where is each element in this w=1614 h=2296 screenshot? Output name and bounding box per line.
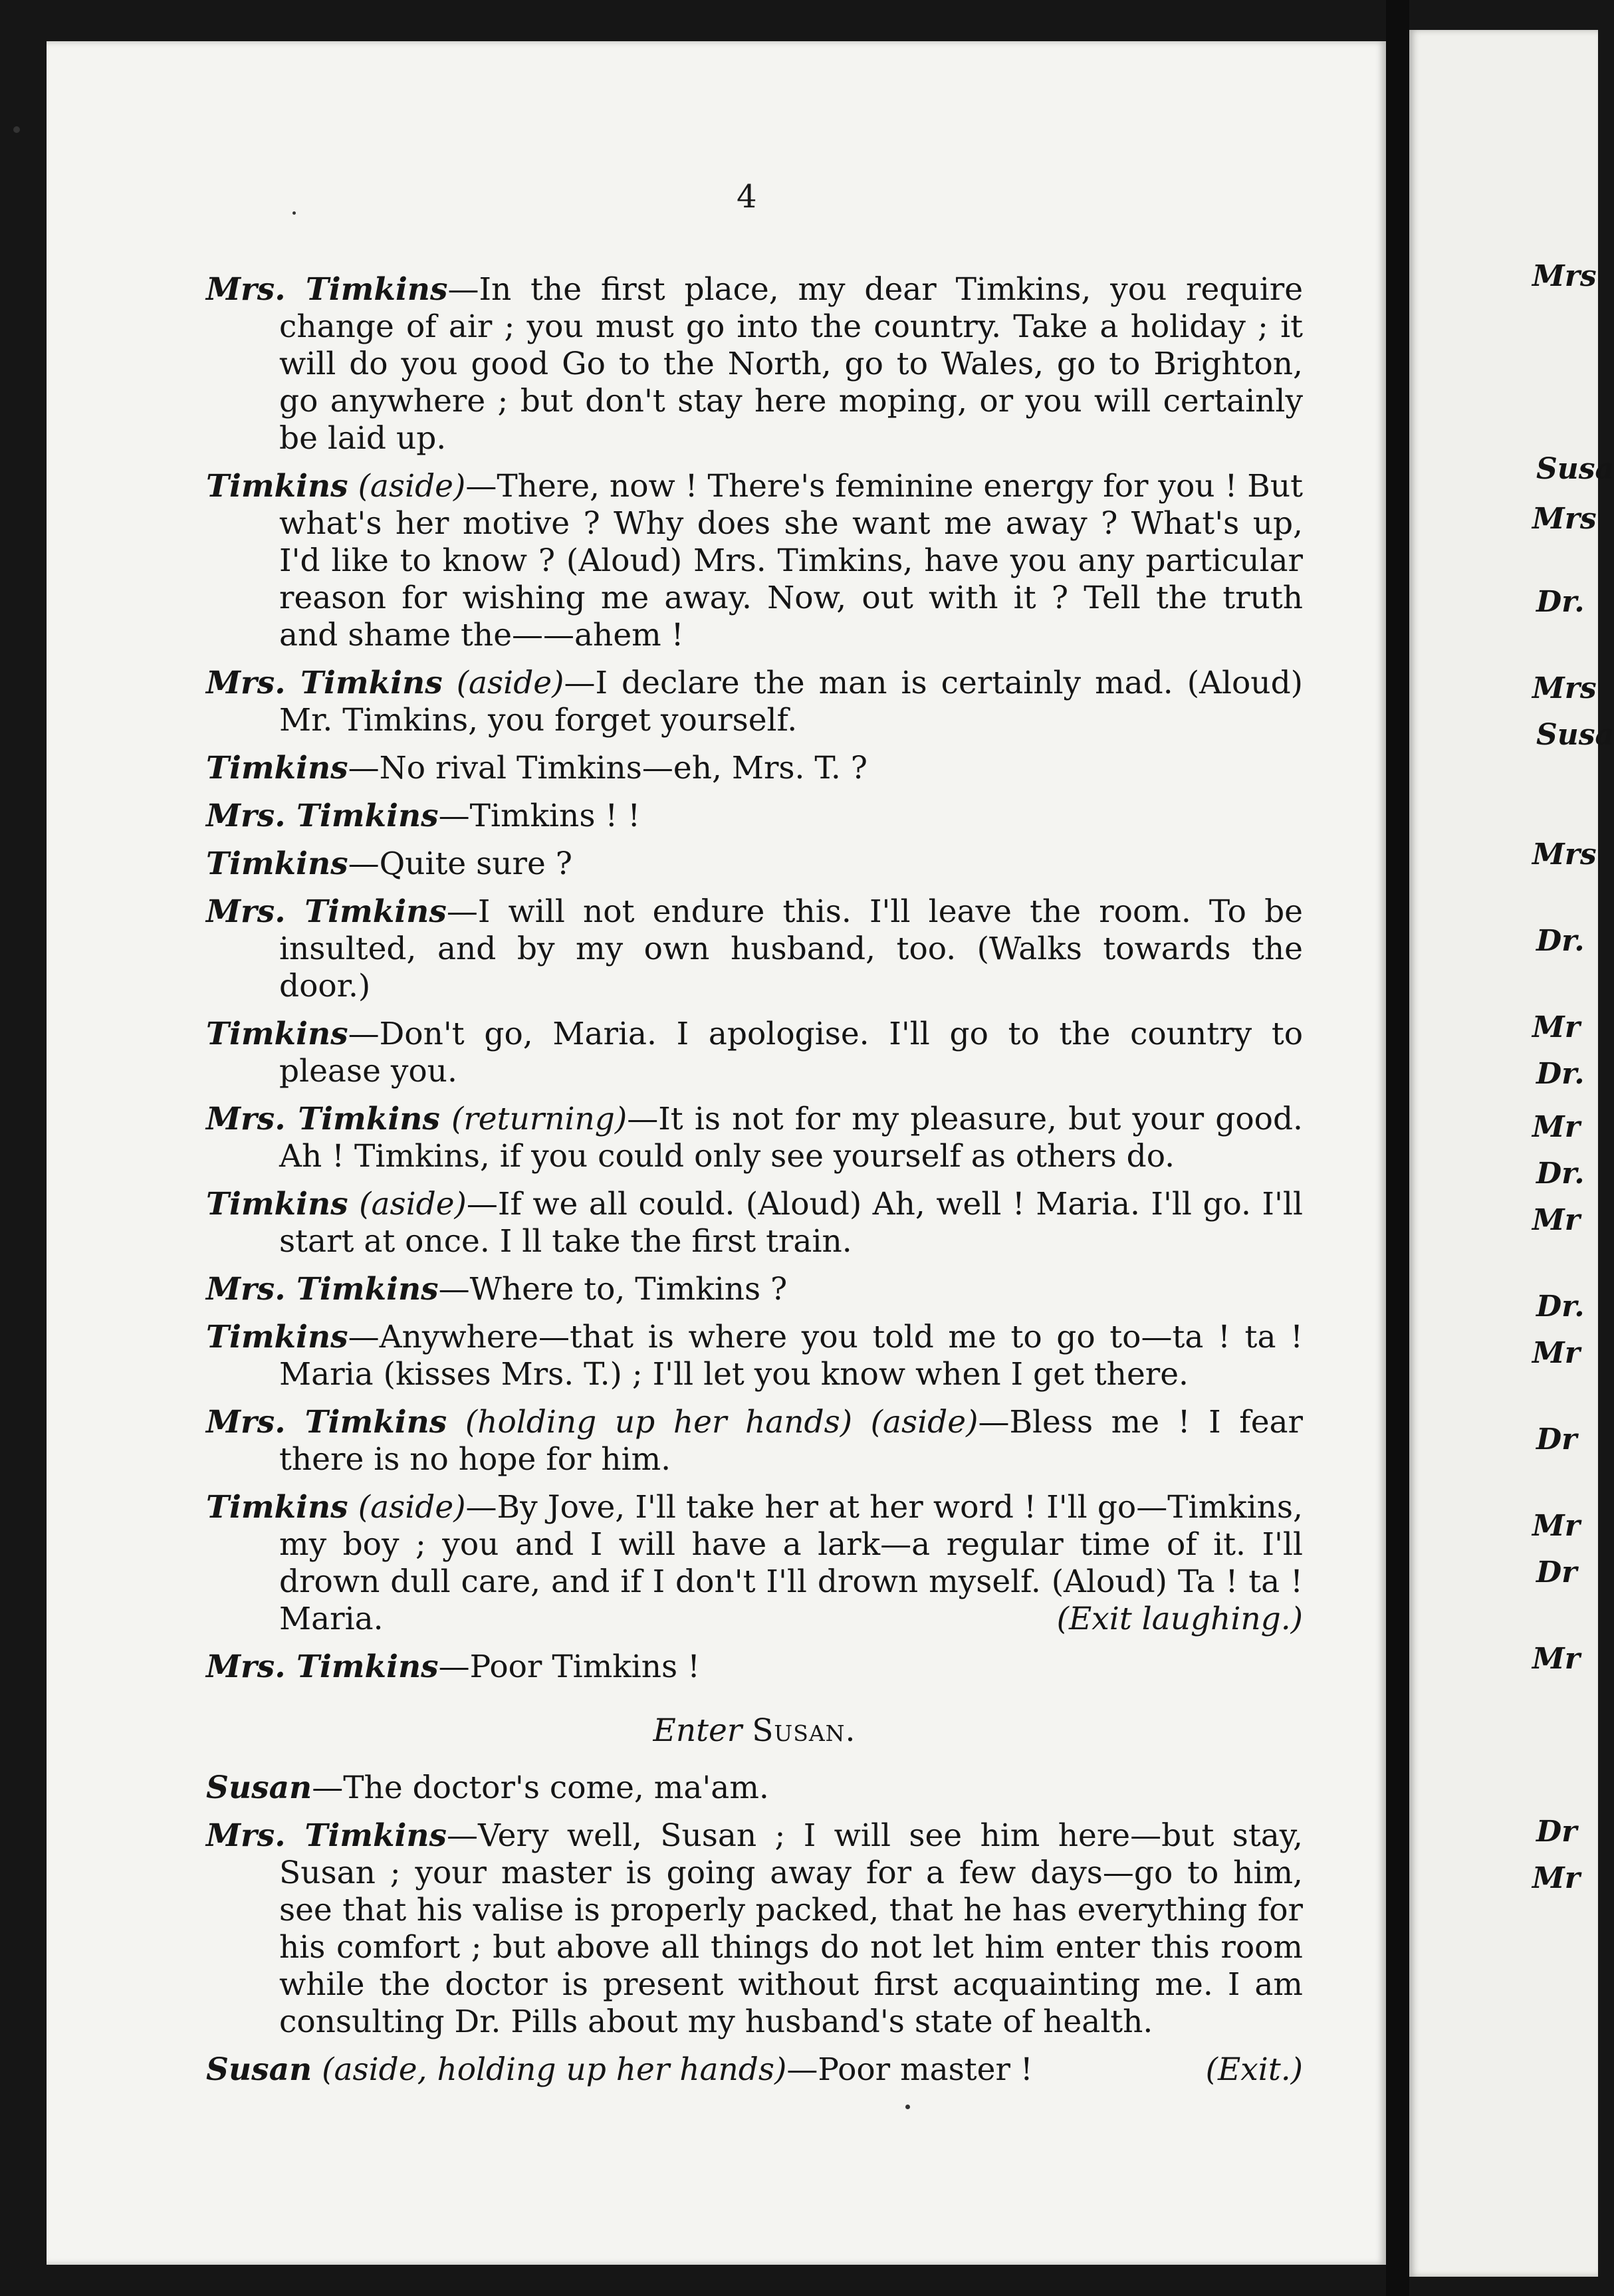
book-gutter bbox=[1386, 0, 1409, 2296]
facing-page-fragment: Susa bbox=[1536, 452, 1614, 486]
spoken-text: —Bless me ! I fear there is no hope for him. bbox=[279, 1404, 1303, 1478]
dialogue-line bbox=[206, 893, 1303, 1005]
play-text bbox=[206, 271, 1303, 2099]
ink-speck bbox=[13, 126, 20, 133]
speaker-name: Mrs. Timkins bbox=[206, 798, 439, 834]
spoken-text: —By Jove, I'll take her at her word ! I'll go—Timkins, my boy ; you and I will have a lark—a regular time of it. I'll drown dull care, and if I don't I'll drown myself. (Aloud) Ta ! ta ! Maria. bbox=[279, 1489, 1303, 1637]
speaker-name: Mrs. Timkins bbox=[206, 1817, 447, 1854]
facing-page-fragment: Dr. bbox=[1536, 585, 1585, 619]
spoken-text: —Very well, Susan ; I will see him here—but stay, Susan ; your master is going away for a few days—go to him, see that his valise is properly packed, that he has everything for his comfort ; but above all things do not let him enter this room while the doctor is present without first acquainting me. I am consulting Dr. Pills about my husband's state of health. bbox=[279, 1817, 1303, 2040]
stage-direction: (aside) bbox=[358, 468, 466, 505]
facing-page-fragment: Mrs bbox=[1532, 502, 1597, 536]
spoken-text: —I declare the man is certainly mad. (Aloud) Mr. Timkins, you forget yourself. bbox=[279, 665, 1303, 739]
spoken-text: —There, now ! There's feminine energy for you ! But what's her motive ? Why does she want me away ? What's up, I'd like to know ? (Aloud) Mrs. Timkins, have you any particular reason for wishing me away. Now, out with it ? Tell the truth and shame the——ahem ! bbox=[279, 468, 1303, 653]
stage-direction-enter bbox=[206, 1712, 1303, 1750]
facing-page-fragment: Mr bbox=[1532, 1642, 1580, 1676]
dialogue-line bbox=[206, 1489, 1303, 1638]
dialogue-line bbox=[206, 1016, 1303, 1090]
speaker-name: Timkins bbox=[206, 468, 348, 505]
enter-label: Enter bbox=[653, 1712, 743, 1749]
speaker-name: Mrs. Timkins bbox=[206, 1404, 447, 1440]
spoken-text: —Quite sure ? bbox=[348, 846, 572, 882]
spoken-text: —Timkins ! ! bbox=[438, 798, 641, 834]
facing-page-fragment: Mrs bbox=[1532, 671, 1597, 705]
speaker-name: Mrs. Timkins bbox=[206, 1101, 440, 1137]
facing-page-fragment: Dr. bbox=[1536, 1290, 1585, 1323]
ink-speck bbox=[292, 211, 296, 215]
spoken-text: —If we all could. (Aloud) Ah, well ! Maria. I'll go. I'll start at once. I ll take the first train. bbox=[279, 1186, 1303, 1260]
facing-page-fragment: Mrs bbox=[1532, 838, 1597, 871]
facing-page-fragment: Dr bbox=[1536, 1555, 1577, 1589]
dialogue-line bbox=[206, 1186, 1303, 1260]
enter-character: Susan. bbox=[752, 1712, 856, 1749]
dialogue-line bbox=[206, 1649, 1303, 1686]
dialogue-line bbox=[206, 1101, 1303, 1175]
page-number: 4 bbox=[737, 178, 757, 215]
dialogue-line bbox=[206, 1817, 1303, 2041]
dialogue-line bbox=[206, 1404, 1303, 1478]
dialogue-line bbox=[206, 750, 1303, 787]
facing-page-fragment: Dr. bbox=[1536, 924, 1585, 958]
spoken-text: —Poor Timkins ! bbox=[438, 1649, 700, 1685]
dialogue-line bbox=[206, 846, 1303, 883]
stage-direction: (aside) bbox=[358, 1489, 466, 1526]
speaker-name: Timkins bbox=[206, 1016, 348, 1052]
dialogue-line bbox=[206, 665, 1303, 739]
spoken-text: —I will not endure this. I'll leave the room. To be insulted, and by my own husband, too. (Walks towards the door.) bbox=[279, 893, 1303, 1004]
dialogue-line bbox=[206, 2051, 1303, 2089]
facing-page-fragment: Mr bbox=[1532, 1861, 1580, 1895]
facing-page-fragment: Dr bbox=[1536, 1423, 1577, 1456]
dialogue-line bbox=[206, 1319, 1303, 1393]
dialogue-line bbox=[206, 468, 1303, 654]
speaker-name: Susan bbox=[206, 1770, 312, 1806]
facing-page-text bbox=[1532, 0, 1614, 2296]
speaker-name: Mrs. Timkins bbox=[206, 1649, 439, 1685]
spoken-text: —Anywhere—that is where you told me to go to—ta ! ta ! Maria (kisses Mrs. T.) ; I'll let you know when I get there. bbox=[279, 1319, 1303, 1393]
dialogue-line bbox=[206, 798, 1303, 835]
facing-page-fragment: Mr bbox=[1532, 1203, 1580, 1237]
speaker-name: Mrs. Timkins bbox=[206, 1271, 439, 1308]
spoken-text: —In the first place, my dear Timkins, you require change of air ; you must go into the country. Take a holiday ; it will do you good Go to the North, go to Wales, go to Brighton, go anywhere ; but don't stay here moping, or you will certainly be laid up. bbox=[279, 271, 1304, 457]
stage-direction: (returning) bbox=[451, 1101, 628, 1137]
facing-page-fragment: Dr. bbox=[1536, 1057, 1585, 1091]
speaker-name: Mrs. Timkins bbox=[206, 271, 448, 308]
speaker-name: Mrs. Timkins bbox=[206, 665, 443, 701]
stage-direction: (aside, holding up her hands) bbox=[322, 2051, 787, 2088]
facing-page-fragment: Mrs bbox=[1532, 259, 1597, 293]
dialogue-line bbox=[206, 1770, 1303, 1807]
exit-direction: (Exit laughing.) bbox=[1056, 1601, 1303, 1637]
dialogue-line bbox=[206, 271, 1303, 457]
facing-page-fragment: Mr bbox=[1532, 1010, 1580, 1044]
speaker-name: Timkins bbox=[206, 750, 348, 786]
facing-page-fragment: Mr bbox=[1532, 1336, 1580, 1370]
facing-page-fragment: Dr. bbox=[1536, 1157, 1585, 1191]
speaker-name: Mrs. Timkins bbox=[206, 893, 447, 930]
spoken-text: —Where to, Timkins ? bbox=[438, 1271, 788, 1308]
spoken-text: —It is not for my pleasure, but your good. Ah ! Timkins, if you could only see yourself as others do. bbox=[279, 1101, 1303, 1175]
dialogue-line bbox=[206, 1271, 1303, 1308]
facing-page-fragment: Mr bbox=[1532, 1509, 1580, 1543]
stage-direction: (aside) bbox=[456, 665, 564, 701]
stage-direction: (holding up her hands) (aside) bbox=[465, 1404, 979, 1440]
exit-direction: (Exit.) bbox=[1205, 2051, 1303, 2088]
stage-direction: (aside) bbox=[359, 1186, 467, 1222]
speaker-name: Timkins bbox=[206, 846, 348, 882]
speaker-name: Timkins bbox=[206, 1319, 348, 1355]
speaker-name: Susan bbox=[206, 2051, 312, 2088]
facing-page-fragment: Mr bbox=[1532, 1110, 1580, 1144]
spoken-text: —Don't go, Maria. I apologise. I'll go to the country to please you. bbox=[279, 1016, 1303, 1090]
spoken-text: —The doctor's come, ma'am. bbox=[312, 1770, 769, 1806]
speaker-name: Timkins bbox=[206, 1489, 348, 1526]
ink-speck bbox=[905, 2105, 910, 2109]
speaker-name: Timkins bbox=[206, 1186, 348, 1222]
facing-page-fragment: Dr bbox=[1536, 1815, 1577, 1849]
spoken-text: —No rival Timkins—eh, Mrs. T. ? bbox=[348, 750, 867, 786]
spoken-text: —Poor master ! bbox=[786, 2051, 1033, 2088]
facing-page-fragment: Susa bbox=[1536, 718, 1614, 752]
